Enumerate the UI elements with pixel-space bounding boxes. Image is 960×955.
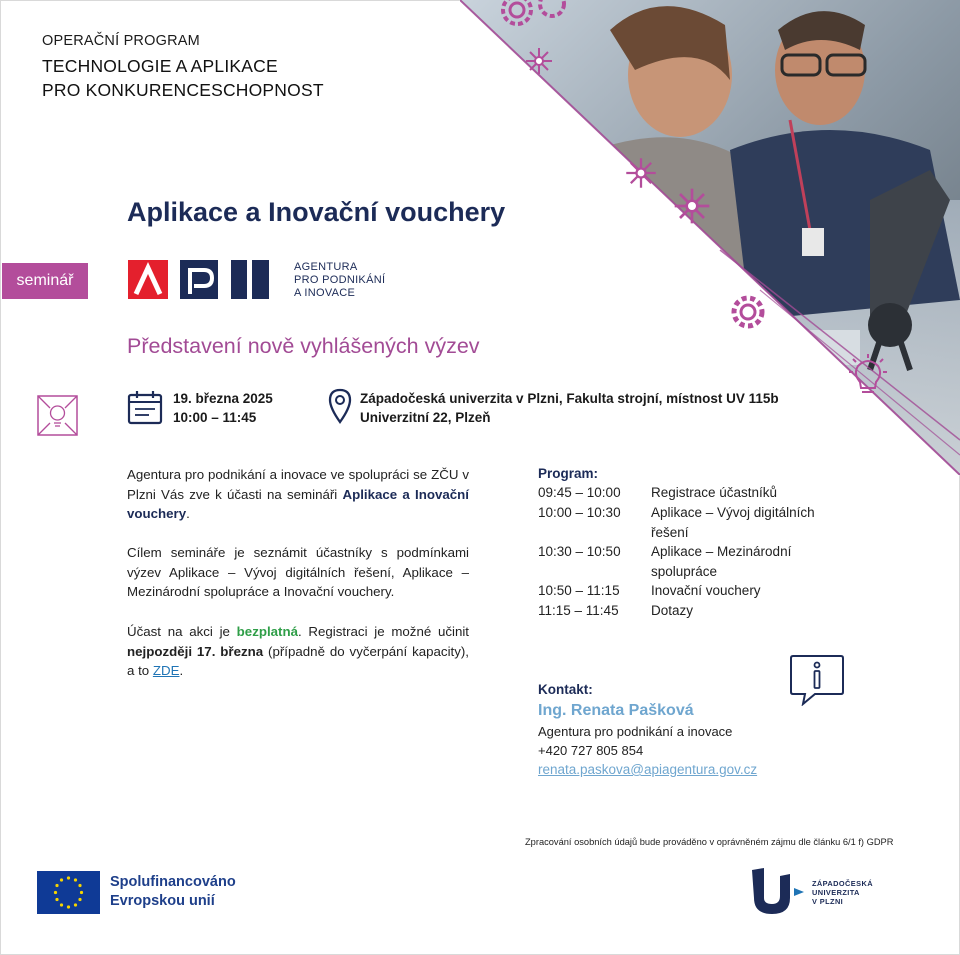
event-venue: Západočeská univerzita v Plzni, Fakulta strojní, místnost UV 115b [360, 391, 779, 406]
deadline-label: nejpozději 17. března [127, 643, 264, 659]
zcu-logo-text [812, 879, 873, 906]
api-logo [128, 260, 270, 299]
registration-text-3: (případně do vyčerpání kapacity), a to [127, 643, 469, 679]
registration-text-4: . [179, 663, 184, 679]
api-logo-line3: A INOVACE [294, 287, 356, 299]
program-label: OPERAČNÍ PROGRAM [42, 33, 200, 49]
zcu-logo-icon [750, 866, 806, 916]
program-time: 10:30 – 10:50 [538, 544, 621, 559]
program-time: 09:45 – 10:00 [538, 485, 621, 500]
program-time: 10:50 – 11:15 [538, 583, 620, 598]
eu-line2: Evropskou unií [110, 893, 215, 909]
contact-email-link[interactable]: renata.paskova@apiagentura.gov.cz [538, 762, 758, 777]
eu-line1: Spolufinancováno [110, 874, 236, 890]
sparkle-icon [672, 186, 712, 226]
program-item: Inovační vouchery [651, 583, 761, 598]
api-logo-line2: PRO PODNIKÁNÍ [294, 274, 386, 286]
seminar-badge: seminář [2, 263, 88, 299]
program-item: Registrace účastníků [651, 485, 778, 500]
lightbulb-icon [843, 352, 893, 402]
intro-end: . [186, 506, 190, 522]
intro-text: Agentura pro podnikání a inovace ve spolupráci se ZČU v Plzni Vás zve k účasti na semináři [127, 467, 469, 502]
goal-paragraph: Cílem semináře je seznámit účastníky s podmínkami výzev Aplikace – Vývoj digitálních řešení, Aplikace – Mezinárodní spolupráce a Inovační vouchery. [127, 545, 469, 600]
program-name-line2: PRO KONKURENCESCHOPNOST [42, 80, 324, 100]
program-item: Dotazy [651, 603, 694, 618]
registration-paragraph [127, 622, 469, 681]
api-logo-text [294, 261, 385, 300]
location-pin-icon [328, 388, 352, 424]
free-label: bezplatná [236, 624, 298, 639]
eu-flag-icon [37, 871, 100, 914]
event-time: 10:00 – 11:45 [173, 410, 257, 425]
program-time: 11:15 – 11:45 [538, 603, 619, 618]
eu-cofunding-text [110, 873, 236, 911]
zcu-line3: V PLZNI [812, 897, 844, 906]
contact-heading: Kontakt: [538, 682, 593, 697]
contact-organization: Agentura pro podnikání a inovace [538, 724, 733, 739]
intro-highlight: Aplikace a Inovační vouchery [127, 486, 469, 522]
gear-icon [490, 0, 580, 36]
registration-link[interactable]: ZDE [152, 663, 180, 679]
program-item: Aplikace – Vývoj digitálních řešení [651, 505, 815, 540]
sparkle-icon [624, 156, 658, 190]
zcu-line1: ZÁPADOČESKÁ [812, 879, 873, 888]
event-date: 19. března 2025 [173, 391, 273, 406]
contact-phone: +420 727 805 854 [538, 743, 644, 758]
calendar-icon [127, 390, 163, 425]
intro-paragraph [127, 465, 469, 524]
info-icon [789, 654, 845, 706]
zcu-line2: UNIVERZITA [812, 888, 860, 897]
sparkle-icon [524, 46, 554, 76]
event-address: Univerzitní 22, Plzeň [360, 410, 491, 425]
contact-name: Ing. Renata Pašková [538, 702, 694, 719]
api-logo-line1: AGENTURA [294, 261, 358, 273]
gear-icon [728, 292, 768, 332]
program-name-line1: TECHNOLOGIE A APLIKACE [42, 56, 278, 76]
gdpr-notice: Zpracování osobních údajů bude prováděno v oprávněném zájmu dle článku 6/1 f) GDPR [525, 837, 894, 847]
registration-text-2: . Registraci je možné učinit [298, 624, 469, 639]
subtitle: Představení nově vyhlášených výzev [127, 334, 480, 358]
program-item: Aplikace – Mezinárodní spolupráce [651, 544, 792, 579]
idea-icon [37, 395, 78, 436]
registration-text-1: Účast na akci je [127, 624, 237, 639]
program-heading: Program: [538, 466, 599, 481]
program-time: 10:00 – 10:30 [538, 505, 621, 520]
page-title: Aplikace a Inovační vouchery [127, 197, 506, 227]
